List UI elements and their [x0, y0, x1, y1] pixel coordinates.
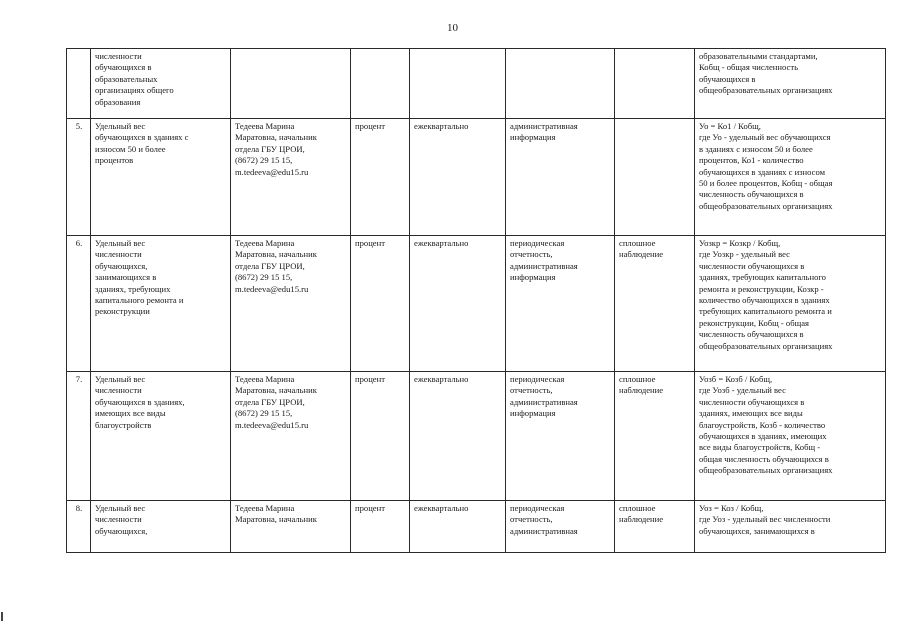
method-cell-text: сплошное наблюдение: [619, 374, 664, 396]
row-number: [67, 372, 91, 501]
periodicity-cell-text: ежеквартально: [414, 374, 469, 384]
periodicity-cell: [410, 119, 506, 236]
source-cell: [506, 236, 615, 372]
formula-cell: [695, 49, 886, 119]
indicator-cell-text: численности обучающихся в образовательных организациях общего образования: [95, 51, 174, 107]
row-number: [67, 119, 91, 236]
unit-cell-text: процент: [355, 503, 385, 513]
unit-cell: [351, 119, 410, 236]
method-cell-text: сплошное наблюдение: [619, 503, 664, 525]
scan-edge-mark: [1, 612, 3, 621]
unit-cell-text: процент: [355, 374, 385, 384]
periodicity-cell-text: ежеквартально: [414, 503, 469, 513]
formula-cell-text: образовательными стандартами, Кобщ - общая численность обучающихся в общеобразовательных организациях: [699, 51, 833, 96]
source-cell: [506, 372, 615, 501]
formula-cell: [695, 372, 886, 501]
row-number: [67, 236, 91, 372]
unit-cell: [351, 501, 410, 553]
periodicity-cell: [410, 49, 506, 119]
periodicity-cell-text: ежеквартально: [414, 238, 469, 248]
responsible-cell-text: Тедеева Марина Маратовна, начальник отдела ГБУ ЦРОИ, (8672) 29 15 15, m.tedeeva@edu15.ru: [235, 238, 317, 294]
row-number: [67, 501, 91, 553]
page-number: 10: [447, 22, 458, 34]
responsible-cell-text: Тедеева Марина Маратовна, начальник отдела ГБУ ЦРОИ, (8672) 29 15 15, m.tedeeva@edu15.ru: [235, 121, 317, 177]
unit-cell-text: процент: [355, 238, 385, 248]
indicator-cell: [91, 372, 231, 501]
method-cell: [615, 49, 695, 119]
periodicity-cell: [410, 372, 506, 501]
row-number-text: 8.: [75, 503, 83, 513]
formula-cell-text: Уозкр = Козкр / Кобщ, где Уозкр - удельный вес численности обучающихся в зданиях, требующих капитального ремонта и реконструкции, Козкр - количество обучающихся в зданиях требующих капитального ремонта и реконструкции, Кобщ - общая численность обучающихся в общеобразовательных организациях: [699, 238, 833, 351]
responsible-cell-text: Тедеева Марина Маратовна, начальник отдела ГБУ ЦРОИ, (8672) 29 15 15, m.tedeeva@edu15.ru: [235, 374, 317, 430]
indicator-cell-text: Удельный вес численности обучающихся в зданиях, имеющих все виды благоустройств: [95, 374, 185, 430]
responsible-cell-text: Тедеева Марина Маратовна, начальник: [235, 503, 317, 525]
method-cell: [615, 119, 695, 236]
table-row: [67, 236, 886, 372]
responsible-cell: [231, 372, 351, 501]
formula-cell: [695, 236, 886, 372]
table-row: [67, 372, 886, 501]
source-cell-text: периодическая отчетность, административная: [510, 503, 578, 536]
method-cell: [615, 236, 695, 372]
unit-cell: [351, 372, 410, 501]
periodicity-cell-text: ежеквартально: [414, 121, 469, 131]
method-cell-text: сплошное наблюдение: [619, 238, 664, 260]
indicator-cell: [91, 49, 231, 119]
indicator-cell: [91, 119, 231, 236]
row-number-text: 5.: [75, 121, 83, 131]
indicator-cell: [91, 501, 231, 553]
row-number-text: 7.: [75, 374, 83, 384]
responsible-cell: [231, 49, 351, 119]
table-row: [67, 501, 886, 553]
formula-cell-text: Уо = Ко1 / Кобщ, где Уо - удельный вес обучающихся в зданиях с износом 50 и более процентов, Ко1 - количество обучающихся в зданиях с износом 50 и более процентов, Кобщ - общая численность обучающихся в общеобразовательных организациях: [699, 121, 833, 211]
unit-cell: [351, 49, 410, 119]
formula-cell: [695, 119, 886, 236]
source-cell-text: периодическая отчетность, административная информация: [510, 238, 578, 283]
source-cell: [506, 119, 615, 236]
unit-cell-text: процент: [355, 121, 385, 131]
periodicity-cell: [410, 236, 506, 372]
row-number: [67, 49, 91, 119]
indicator-table: [66, 48, 886, 553]
method-cell: [615, 501, 695, 553]
method-cell: [615, 372, 695, 501]
formula-cell-text: Уозб = Козб / Кобщ, где Уозб - удельный вес численности обучающихся в зданиях, имеющих все виды благоустройств, Козб - количество обучающихся в зданиях, имеющих все виды благоустройств, Кобщ - общая численность обучающихся в общеобразовательных организациях: [699, 374, 833, 476]
table-row: [67, 119, 886, 236]
source-cell-text: административная информация: [510, 121, 578, 143]
unit-cell: [351, 236, 410, 372]
formula-cell: [695, 501, 886, 553]
row-number-text: 6.: [75, 238, 83, 248]
periodicity-cell: [410, 501, 506, 553]
formula-cell-text: Уоз = Коз / Кобщ, где Уоз - удельный вес численности обучающихся, занимающихся в: [699, 503, 831, 536]
indicator-cell-text: Удельный вес обучающихся в зданиях с износом 50 и более процентов: [95, 121, 189, 166]
responsible-cell: [231, 119, 351, 236]
responsible-cell: [231, 236, 351, 372]
indicator-cell: [91, 236, 231, 372]
indicator-cell-text: Удельный вес численности обучающихся,: [95, 503, 148, 536]
source-cell-text: периодическая отчетность, административная информация: [510, 374, 578, 419]
source-cell: [506, 501, 615, 553]
source-cell: [506, 49, 615, 119]
responsible-cell: [231, 501, 351, 553]
indicator-cell-text: Удельный вес численности обучающихся, занимающихся в зданиях, требующих капитального ремонта и реконструкции: [95, 238, 184, 317]
table-row: [67, 49, 886, 119]
